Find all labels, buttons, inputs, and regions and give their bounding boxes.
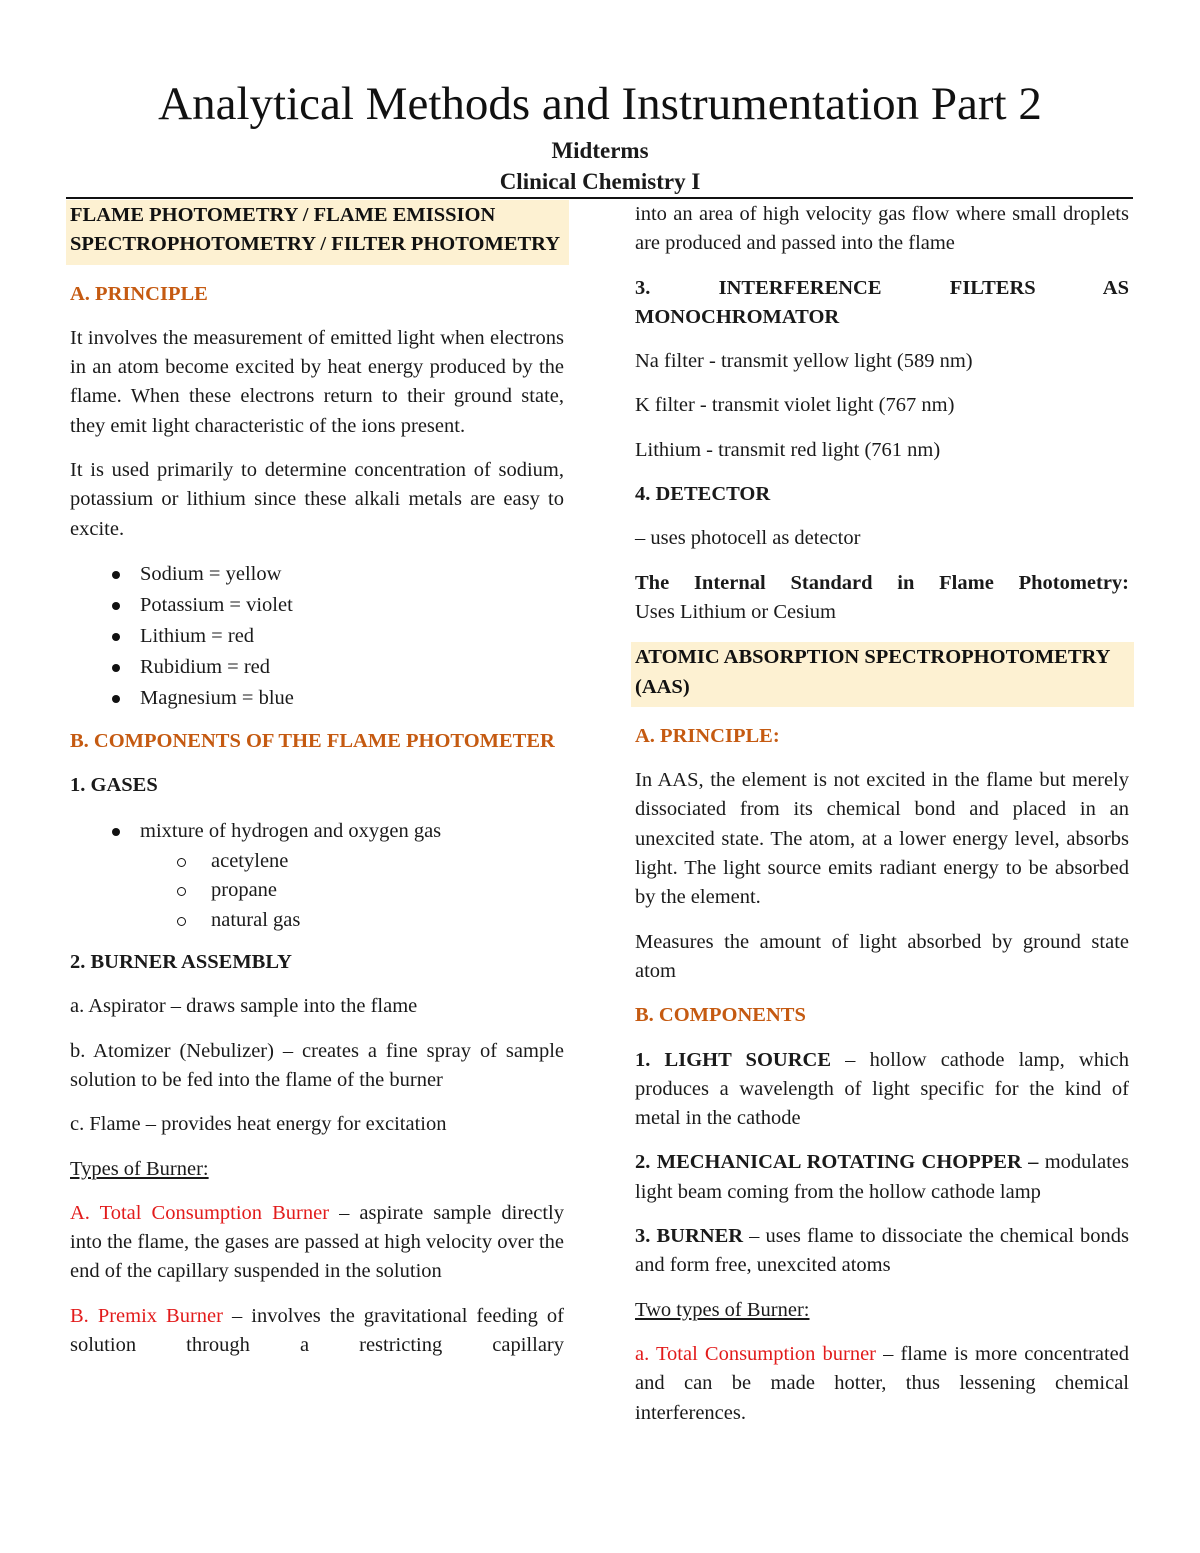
list-item: Rubidium = red bbox=[70, 652, 564, 683]
k-filter-text: K filter - transmit violet light (767 nm) bbox=[635, 394, 955, 417]
internal-standard-text: Uses Lithium or Cesium bbox=[635, 600, 837, 623]
right-column bbox=[635, 200, 1129, 1443]
list-item: mixture of hydrogen and oxygen gas bbox=[70, 816, 564, 847]
premix-burner-label: B. Premix Burner bbox=[70, 1304, 223, 1327]
total-consumption-burner-paragraph bbox=[70, 1199, 564, 1287]
document-subtitle-midterms: Midterms bbox=[551, 138, 649, 163]
list-item: Potassium = violet bbox=[70, 590, 564, 621]
total-consumption-burner-aas-paragraph bbox=[635, 1340, 1129, 1428]
detector-text: – uses photocell as detector bbox=[635, 527, 861, 550]
flame-photometry-section-title: FLAME PHOTOMETRY / FLAME EMISSION SPECTROPHOTOMETRY / FILTER PHOTOMETRY bbox=[66, 200, 569, 265]
chopper-text: modulates light beam coming from the hollow cathode lamp bbox=[635, 1151, 1129, 1203]
principle-paragraph-2: It is used primarily to determine concentration of sodium, potassium or lithium since these alkali metals are easy to excite. bbox=[70, 459, 564, 540]
gases-heading: 1. GASES bbox=[70, 774, 158, 797]
internal-standard-label: The Internal Standard in Flame Photometry: bbox=[635, 571, 1129, 594]
aas-components-heading: B. COMPONENTS bbox=[635, 1004, 806, 1027]
document-subtitle-course: Clinical Chemistry I bbox=[499, 169, 701, 194]
list-item: Magnesium = blue bbox=[70, 683, 564, 714]
premix-burner-continued: into an area of high velocity gas flow where small droplets are produced and passed into the flame bbox=[635, 203, 1129, 255]
list-item: Lithium = red bbox=[70, 621, 564, 652]
list-item: Sodium = yellow bbox=[70, 559, 564, 590]
burner-paragraph bbox=[635, 1222, 1129, 1281]
detector-heading: 4. DETECTOR bbox=[635, 483, 771, 506]
document-title: Analytical Methods and Instrumentation Part 2 bbox=[158, 78, 1042, 130]
chopper-label: 2. MECHANICAL ROTATING CHOPPER – bbox=[635, 1151, 1039, 1174]
flame-text: c. Flame – provides heat energy for excitation bbox=[70, 1113, 447, 1136]
aspirator-text: a. Aspirator – draws sample into the flame bbox=[70, 995, 418, 1018]
list-item: propane bbox=[70, 876, 564, 906]
light-source-paragraph bbox=[635, 1046, 1129, 1134]
total-consumption-burner-text: – aspirate sample directly into the flame, the gases are passed at high velocity over the end of the capillary suspended in the solution bbox=[70, 1201, 564, 1283]
flame-colors-list bbox=[70, 559, 564, 714]
burner-text: – uses flame to dissociate the chemical bonds and form free, unexcited atoms bbox=[635, 1225, 1129, 1277]
light-source-text: – hollow cathode lamp, which produces a wavelength of light specific for the kind of metal in the cathode bbox=[635, 1048, 1129, 1130]
principle-paragraph-1: It involves the measurement of emitted light when electrons in an atom become excited by heat energy produced by the flame. When these electrons return to their ground state, they emit light characteristic of the ions present. bbox=[70, 326, 564, 437]
gases-list bbox=[70, 816, 564, 936]
burner-assembly-heading: 2. BURNER ASSEMBLY bbox=[70, 951, 292, 974]
types-of-burner-heading: Types of Burner: bbox=[70, 1157, 209, 1180]
burner-label: 3. BURNER bbox=[635, 1225, 744, 1248]
header-divider bbox=[66, 197, 1133, 199]
chopper-paragraph bbox=[635, 1148, 1129, 1207]
components-heading: B. COMPONENTS OF THE FLAME PHOTOMETER bbox=[70, 729, 555, 752]
light-source-label: 1. LIGHT SOURCE bbox=[635, 1048, 831, 1071]
list-item: natural gas bbox=[70, 906, 564, 936]
two-types-of-burner-heading: Two types of Burner: bbox=[635, 1298, 810, 1321]
na-filter-text: Na filter - transmit yellow light (589 nm) bbox=[635, 350, 973, 373]
premix-burner-text: – involves the gravitational feeding of solution through a restricting capillary bbox=[70, 1304, 564, 1357]
internal-standard-paragraph bbox=[635, 569, 1129, 628]
principle-heading: A. PRINCIPLE bbox=[70, 282, 208, 305]
atomizer-text: b. Atomizer (Nebulizer) – creates a fine spray of sample solution to be fed into the flame of the burner bbox=[70, 1039, 564, 1091]
total-consumption-burner-aas-label: a. Total Consumption burner bbox=[635, 1342, 877, 1365]
aas-section-title: ATOMIC ABSORPTION SPECTROPHOTOMETRY (AAS) bbox=[631, 642, 1134, 707]
lithium-filter-text: Lithium - transmit red light (761 nm) bbox=[635, 438, 941, 461]
left-column bbox=[70, 200, 564, 1375]
aas-principle-paragraph-1: In AAS, the element is not excited in the flame but merely dissociated from its chemical bond and placed in an unexcited state. The atom, at a lower energy level, absorbs light. The light source emits radiant energy to be absorbed by the element. bbox=[635, 769, 1129, 909]
aas-principle-heading: A. PRINCIPLE: bbox=[635, 724, 780, 747]
interference-filters-heading: 3. INTERFERENCE FILTERS AS MONOCHROMATOR bbox=[635, 276, 1129, 328]
aas-principle-paragraph-2: Measures the amount of light absorbed by ground state atom bbox=[635, 930, 1129, 982]
total-consumption-burner-aas-text: – flame is more concentrated and can be made hotter, thus lessening chemical interferences. bbox=[635, 1342, 1129, 1424]
total-consumption-burner-label: A. Total Consumption Burner bbox=[70, 1201, 330, 1224]
premix-burner-paragraph bbox=[70, 1302, 564, 1361]
list-item: acetylene bbox=[70, 847, 564, 877]
